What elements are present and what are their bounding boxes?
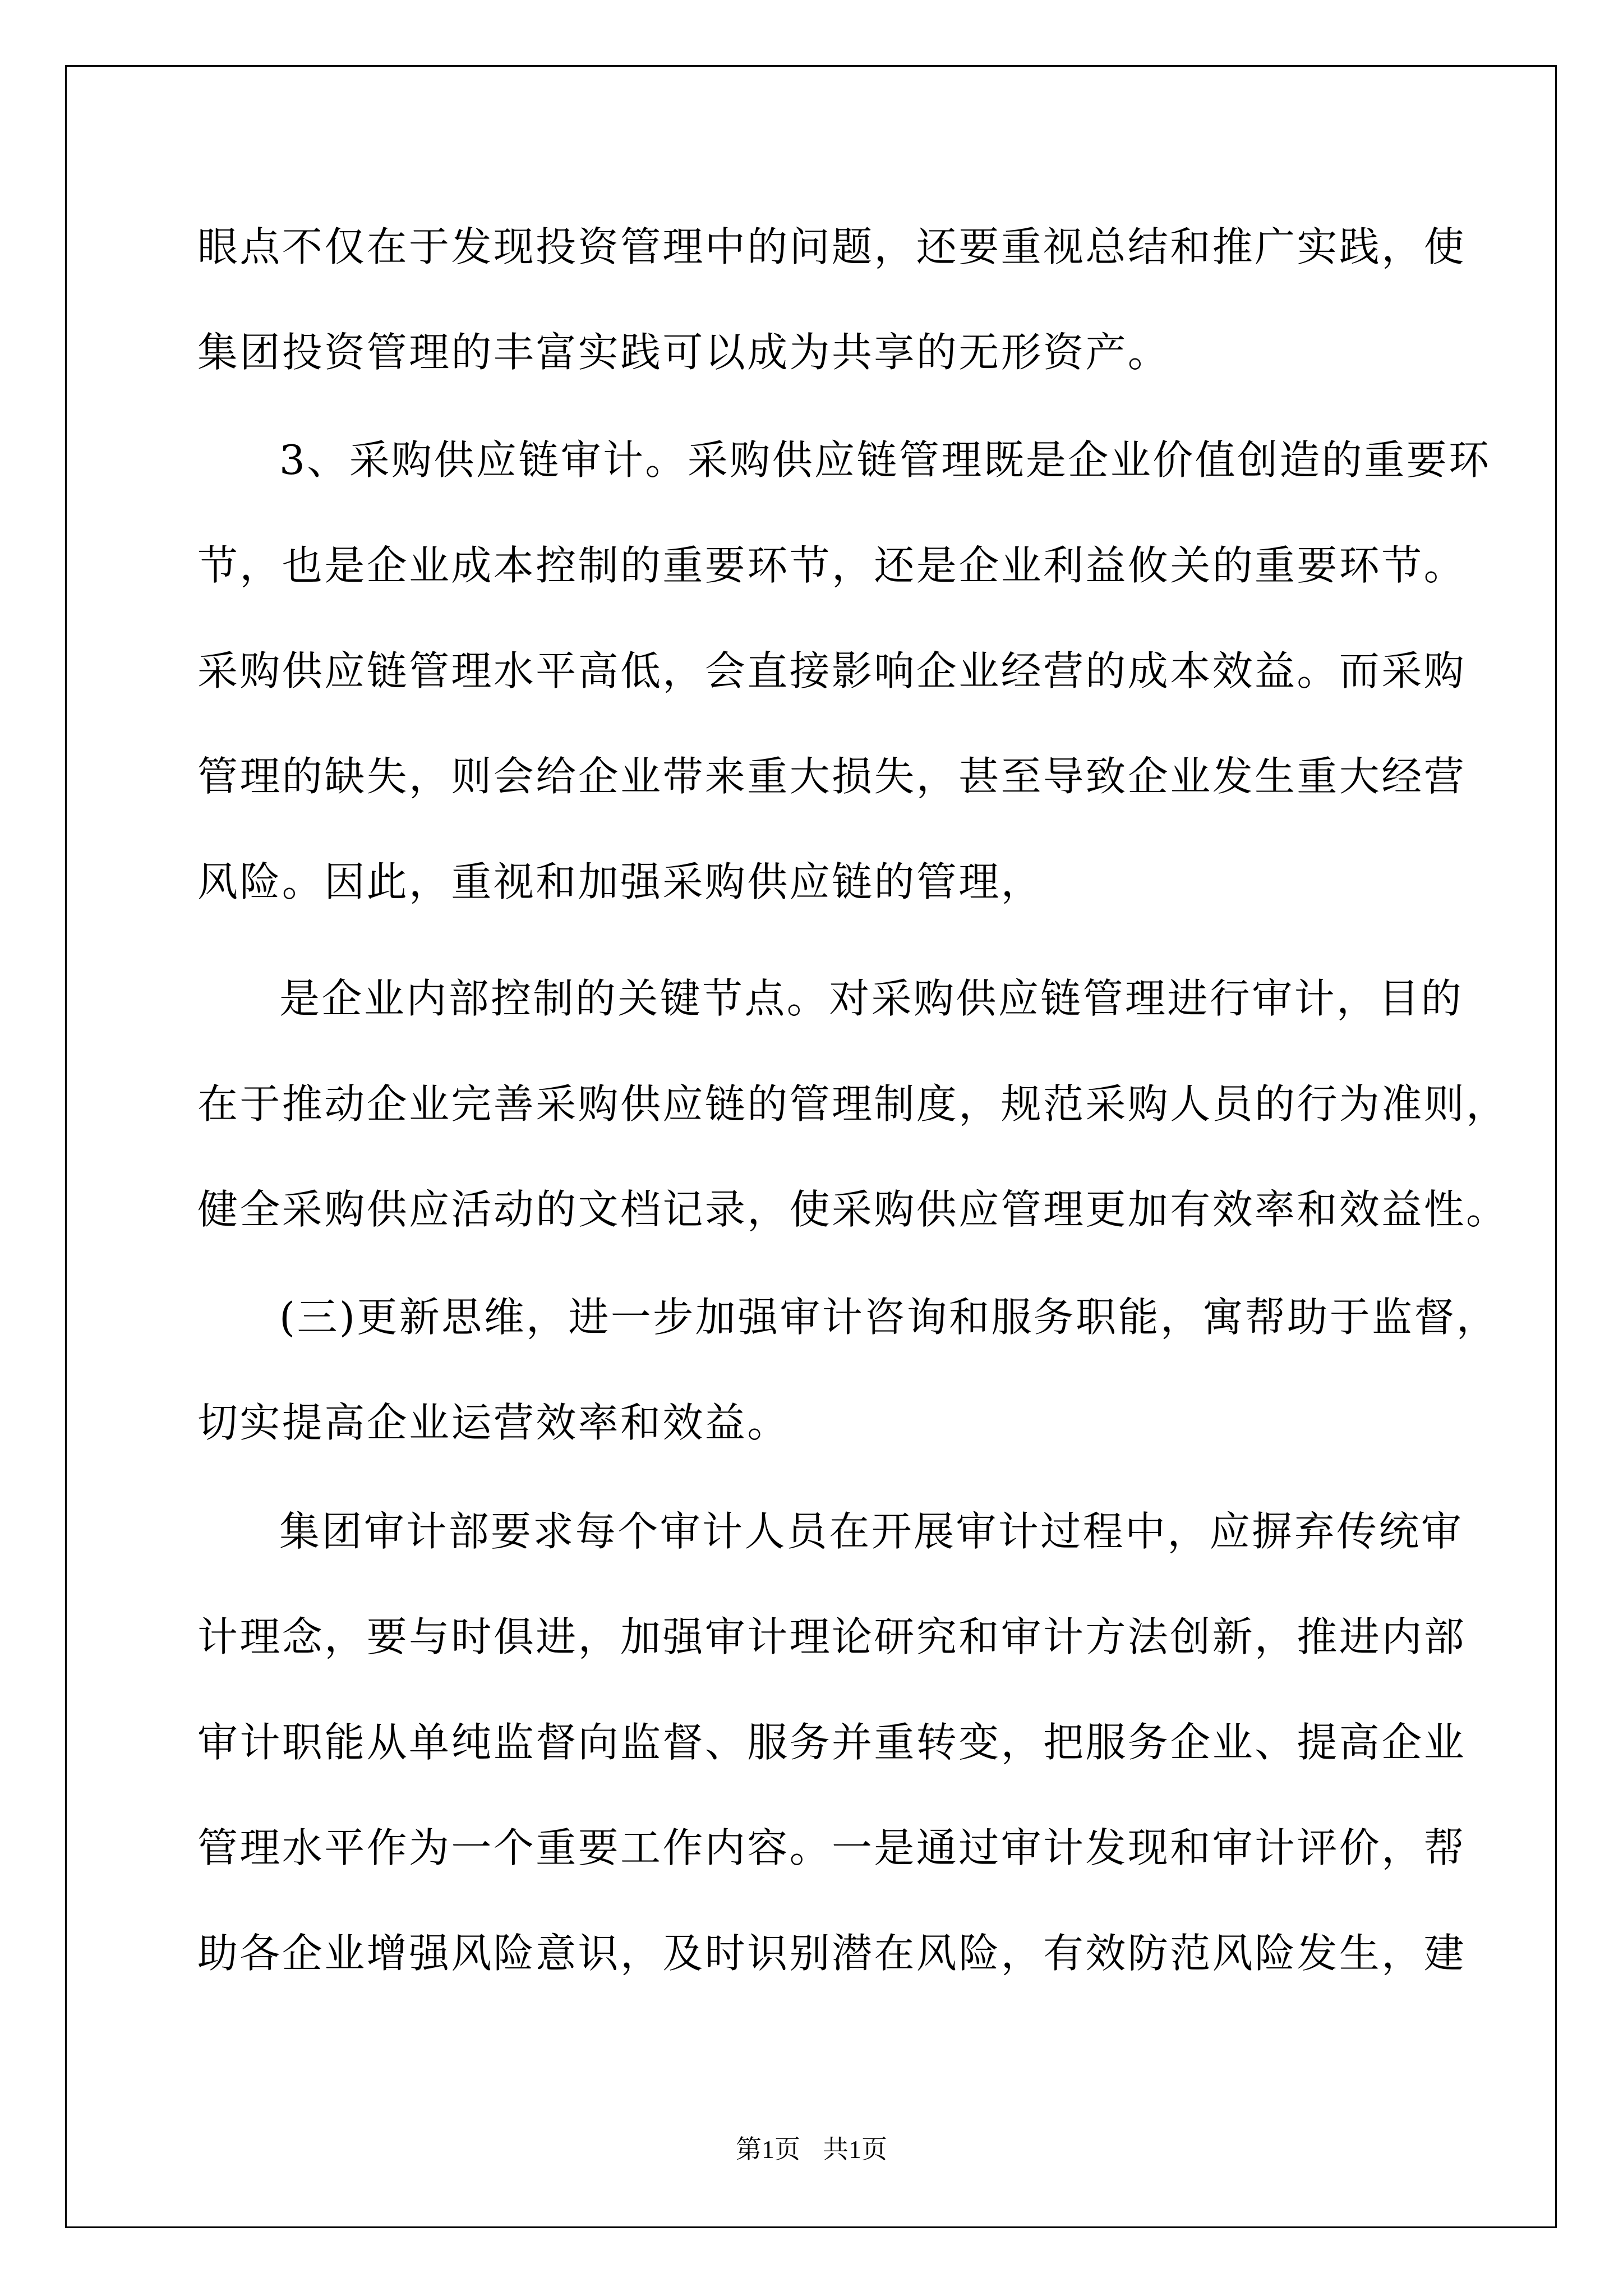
text-line: 风险。因此，重视和加强采购供应链的管理， xyxy=(197,858,1044,905)
text-line: 管理水平作为一个重要工作内容。一是通过审计发现和审计评价，帮 xyxy=(197,1824,1467,1871)
text-line: 助各企业增强风险意识，及时识别潜在风险，有效防范风险发生，建 xyxy=(197,1930,1467,1977)
text-line: 在于推动企业完善采购供应链的管理制度，规范采购人员的行为准则， xyxy=(197,1080,1509,1128)
text-line: 切实提高企业运营效率和效益。 xyxy=(197,1399,790,1446)
page-number: 第1页 xyxy=(736,2135,800,2164)
text-line: 采购供应链管理水平高低，会直接影响企业经营的成本效益。而采购 xyxy=(197,647,1467,694)
text-line: 是企业内部控制的关键节点。对采购供应链管理进行审计，目的 xyxy=(279,975,1464,1022)
text-line: 眼点不仅在于发现投资管理中的问题，还要重视总结和推广实践，使 xyxy=(197,223,1467,270)
text-line: 管理的缺失，则会给企业带来重大损失，甚至导致企业发生重大经营 xyxy=(197,753,1467,800)
page-total: 共1页 xyxy=(823,2135,887,2164)
text-line: 健全采购供应活动的文档记录，使采购供应管理更加有效率和效益性。 xyxy=(197,1186,1509,1233)
text-line: 3、采购供应链审计。采购供应链管理既是企业价值创造的重要环 xyxy=(279,436,1491,484)
text-line: 节，也是企业成本控制的重要环节，还是企业利益攸关的重要环节。 xyxy=(197,542,1467,589)
text-line: 计理念，要与时俱进，加强审计理论研究和审计方法创新，推进内部 xyxy=(197,1613,1467,1660)
text-line: 集团审计部要求每个审计人员在开展审计过程中，应摒弃传统审 xyxy=(279,1508,1464,1555)
text-line: (三)更新思维，进一步加强审计咨询和服务职能，寓帮助于监督， xyxy=(279,1294,1499,1341)
text-line: 集团投资管理的丰富实践可以成为共享的无形资产。 xyxy=(197,329,1170,376)
page-border xyxy=(65,65,1557,2228)
text-line: 审计职能从单纯监督向监督、服务并重转变，把服务企业、提高企业 xyxy=(197,1719,1467,1766)
page-footer xyxy=(0,2133,1623,2166)
